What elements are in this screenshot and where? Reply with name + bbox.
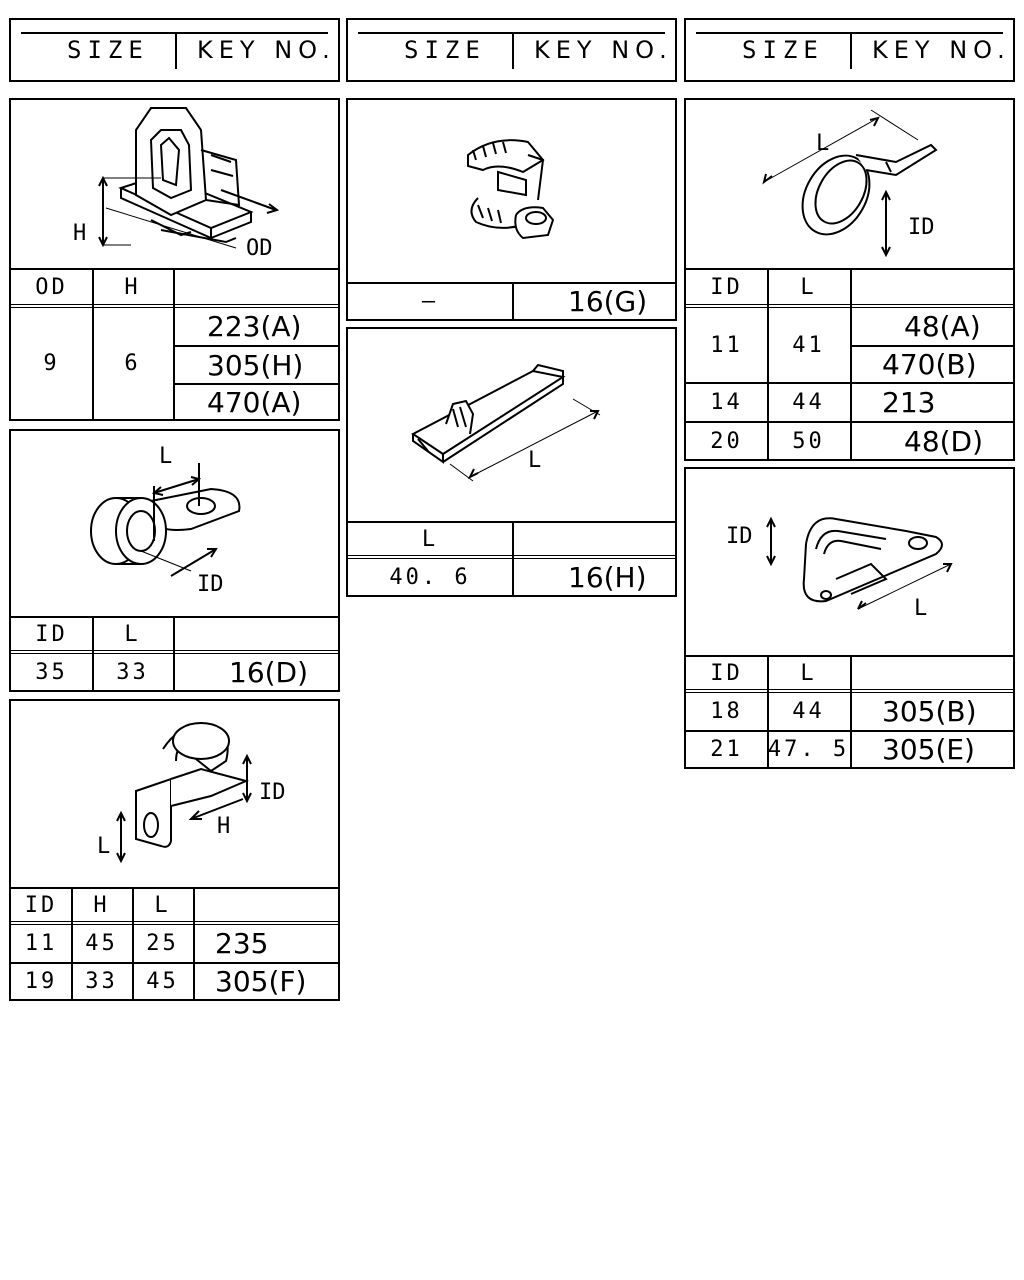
cell-l: 41: [792, 332, 825, 358]
size-header: SIZE: [67, 36, 149, 64]
cell-size: —: [421, 289, 439, 314]
col-header-l: L: [800, 274, 817, 300]
dim-l-label: L: [816, 131, 830, 156]
strap-illustration: [348, 329, 675, 521]
key-no-header: KEY NO.: [197, 36, 336, 64]
band-clamp-illustration: [686, 100, 1013, 270]
panel-clip-dash: [346, 98, 677, 321]
header-box-right: [684, 18, 1015, 82]
cell-id: 18: [710, 699, 743, 724]
panel-clamp-id-l: [9, 429, 340, 692]
key-cell: 16(D): [229, 655, 309, 689]
cell-l: 40. 6: [389, 564, 471, 590]
col-header-l: L: [421, 526, 439, 552]
dim-id-label: ID: [908, 215, 935, 240]
key-cell: 305(H): [207, 348, 304, 382]
col-header-od: OD: [35, 274, 68, 300]
cell-l: 44: [792, 390, 825, 415]
cell-h: 45: [85, 931, 118, 956]
key-no-header: KEY NO.: [534, 36, 673, 64]
key-cell: 223(A): [207, 310, 302, 343]
cell-id: 11: [24, 931, 58, 956]
cell-l: 47. 5: [767, 737, 850, 762]
key-cell: 470(B): [882, 348, 977, 381]
cell-l: 45: [146, 969, 179, 994]
col-header-l: L: [154, 892, 171, 918]
panel-clip-od-h: [9, 98, 340, 421]
clamp-illustration: [11, 431, 338, 616]
dim-h-label: H: [217, 814, 231, 839]
dim-od-label: OD: [246, 236, 273, 261]
key-cell: 235: [215, 927, 269, 960]
col-header-id: ID: [35, 621, 68, 647]
key-no-header: KEY NO.: [872, 36, 1011, 64]
col-header-l: L: [800, 660, 817, 686]
dim-l-label: L: [914, 596, 928, 621]
cell-l: 33: [116, 659, 149, 685]
col-header-h: H: [124, 274, 141, 300]
key-cell: 305(B): [882, 695, 977, 728]
col-header-id: ID: [710, 660, 743, 686]
header-box-middle: [346, 18, 677, 82]
dim-l-label: L: [159, 444, 173, 469]
dim-l-label: L: [528, 448, 542, 473]
dim-h-label: H: [73, 221, 87, 246]
header-box-left: [9, 18, 340, 82]
key-cell: 48(D): [904, 424, 984, 458]
clip-illustration: [11, 100, 338, 270]
key-cell: 48(A): [904, 310, 981, 343]
key-cell: 305(E): [882, 733, 975, 766]
key-cell: 213: [882, 386, 936, 419]
cell-h: 33: [85, 969, 118, 994]
cell-l: 25: [146, 931, 179, 956]
cell-id: 11: [710, 332, 743, 358]
size-header: SIZE: [742, 36, 824, 64]
cell-l: 44: [792, 699, 825, 724]
key-cell: 16(G): [568, 285, 648, 318]
key-cell: 305(F): [215, 965, 307, 998]
col-header-h: H: [93, 892, 110, 918]
cell-id: 21: [710, 737, 743, 762]
size-header: SIZE: [404, 36, 486, 64]
col-header-l: L: [124, 621, 141, 647]
key-cell: 470(A): [207, 385, 302, 419]
col-header-id: ID: [710, 274, 743, 300]
pclamp-illustration: [686, 469, 1013, 655]
cell-id: 20: [710, 428, 743, 454]
panel-clamp-id-h-l: [9, 699, 340, 1001]
cell-id: 35: [35, 659, 68, 685]
dim-id-label: ID: [726, 524, 753, 549]
dim-id-label: ID: [197, 572, 224, 597]
panel-band: [684, 98, 1015, 461]
dim-id-label: ID: [259, 780, 286, 805]
dim-l-label: L: [97, 834, 111, 859]
col-header-id: ID: [24, 892, 58, 918]
cell-od: 9: [43, 351, 60, 376]
key-cell: 16(H): [568, 560, 647, 594]
cell-id: 19: [24, 969, 58, 994]
cell-l: 50: [792, 428, 825, 454]
cell-id: 14: [710, 390, 743, 415]
pclamp-illustration: [11, 701, 338, 887]
cell-h: 6: [124, 351, 141, 376]
panel-pclamp: [684, 467, 1015, 769]
hose-clip-illustration: [348, 100, 675, 282]
panel-strap: [346, 327, 677, 597]
